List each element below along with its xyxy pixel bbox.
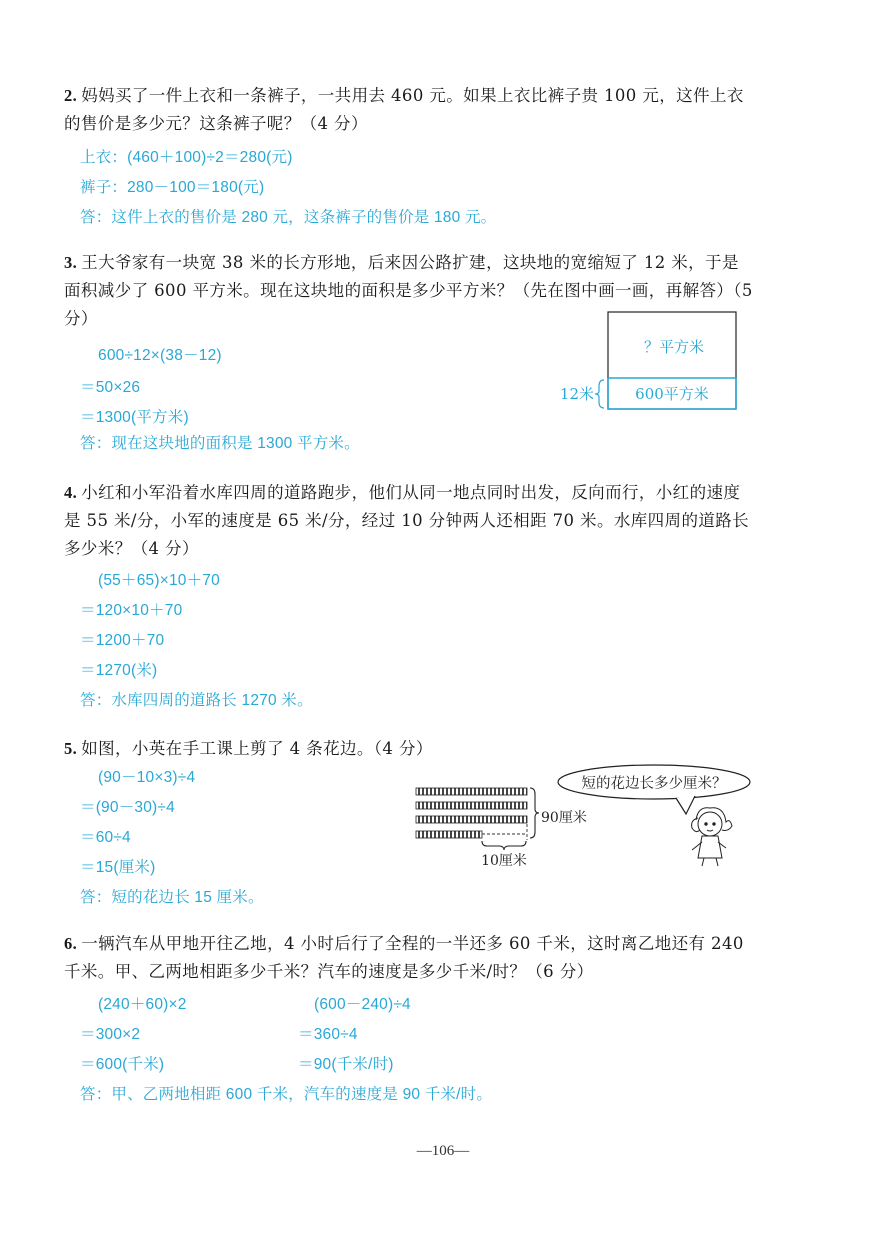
answer-line: ＝1300(平方米) bbox=[80, 409, 189, 426]
lace-strip-long bbox=[416, 788, 527, 795]
question-2 bbox=[64, 82, 754, 138]
answer-line: 答：这件上衣的售价是 280 元，这条裤子的售价是 180 元。 bbox=[80, 209, 497, 226]
question-text: 如图，小英在手工课上剪了 4 条花边。（4 分） bbox=[81, 739, 433, 758]
question-text: 小红和小军沿着水库四周的道路跑步，他们从同一地点同时出发，反向而行，小红的速度是 55 米/分，小军的速度是 65 米/分，经过 10 分钟两人还相距 70 米。水库四周的道路长多少米？（4 分） bbox=[64, 483, 750, 558]
gap-brace bbox=[482, 841, 526, 850]
length-label: 90厘米 bbox=[541, 810, 587, 826]
answer-line: (90－10×3)÷4 bbox=[98, 769, 196, 786]
question-6 bbox=[64, 930, 754, 986]
question-4 bbox=[64, 479, 754, 563]
question-number: 2. bbox=[64, 86, 78, 105]
speech-bubble-tail bbox=[676, 796, 695, 814]
lace-strip-long bbox=[416, 802, 527, 809]
answer-line: (240＋60)×2 bbox=[98, 996, 187, 1013]
speech-bubble-text: 短的花边长多少厘米？ bbox=[581, 776, 727, 792]
question-text: 王大爷家有一块宽 38 米的长方形地，后来因公路扩建，这块地的宽缩短了 12 米，于是面积减少了 600 平方米。现在这块地的面积是多少平方米？（先在图中画一画，再解答）（5 分） bbox=[64, 253, 753, 328]
answer-line: ＝50×26 bbox=[80, 379, 141, 396]
top-area-label: ？平方米 bbox=[643, 338, 705, 356]
lace-strip-short bbox=[416, 831, 482, 838]
answer-line: (600－240)÷4 bbox=[314, 996, 411, 1013]
answer-line: ＝300×2 bbox=[80, 1026, 141, 1043]
answer-line: ＝120×10＋70 bbox=[80, 602, 183, 619]
answer-line: 答：短的花边长 15 厘米。 bbox=[80, 889, 264, 906]
answer-line: ＝(90－30)÷4 bbox=[80, 799, 175, 816]
width-reduction-label: 12米 bbox=[560, 385, 594, 403]
answer-line: ＝600(千米) bbox=[80, 1056, 165, 1073]
question-number: 4. bbox=[64, 483, 78, 502]
answer-line: ＝60÷4 bbox=[80, 829, 131, 846]
field-rectangle-diagram bbox=[560, 308, 745, 414]
answer-line: ＝360÷4 bbox=[298, 1026, 358, 1043]
answer-line: 上衣：(460＋100)÷2＝280(元) bbox=[80, 149, 293, 166]
answer-line: 答：现在这块地的面积是 1300 平方米。 bbox=[80, 435, 360, 452]
answer-line: ＝90(千米/时) bbox=[298, 1056, 394, 1073]
answer-line: ＝1200＋70 bbox=[80, 632, 165, 649]
page-number: —106— bbox=[416, 1143, 470, 1159]
girl-illustration bbox=[692, 808, 732, 866]
gap-label: 10厘米 bbox=[481, 853, 527, 869]
answer-line: (55＋65)×10＋70 bbox=[98, 572, 220, 589]
question-text: 一辆汽车从甲地开往乙地，4 小时后行了全程的一半还多 60 千米，这时离乙地还有 240 千米。甲、乙两地相距多少千米？汽车的速度是多少千米/时？（6 分） bbox=[64, 934, 744, 981]
question-number: 3. bbox=[64, 253, 78, 272]
question-text: 妈妈买了一件上衣和一条裤子，一共用去 460 元。如果上衣比裤子贵 100 元，这件上衣的售价是多少元？这条裤子呢？（4 分） bbox=[64, 86, 744, 133]
answer-line: ＝15(厘米) bbox=[80, 859, 156, 876]
question-number: 5. bbox=[64, 739, 78, 758]
answer-line: ＝1270(米) bbox=[80, 662, 158, 679]
answer-line: 裤子：280－100＝180(元) bbox=[80, 179, 265, 196]
lace-strips-diagram bbox=[410, 762, 755, 872]
answer-line: 答：甲、乙两地相距 600 千米，汽车的速度是 90 千米/时。 bbox=[80, 1086, 493, 1103]
removed-area-label: 600平方米 bbox=[635, 385, 709, 403]
answer-line: 答：水库四周的道路长 1270 米。 bbox=[80, 692, 313, 709]
length-brace bbox=[530, 788, 539, 838]
answer-line: 600÷12×(38－12) bbox=[98, 347, 222, 364]
question-5 bbox=[64, 735, 754, 763]
width-brace bbox=[595, 380, 604, 408]
lace-strip-long bbox=[416, 816, 527, 823]
question-number: 6. bbox=[64, 934, 78, 953]
